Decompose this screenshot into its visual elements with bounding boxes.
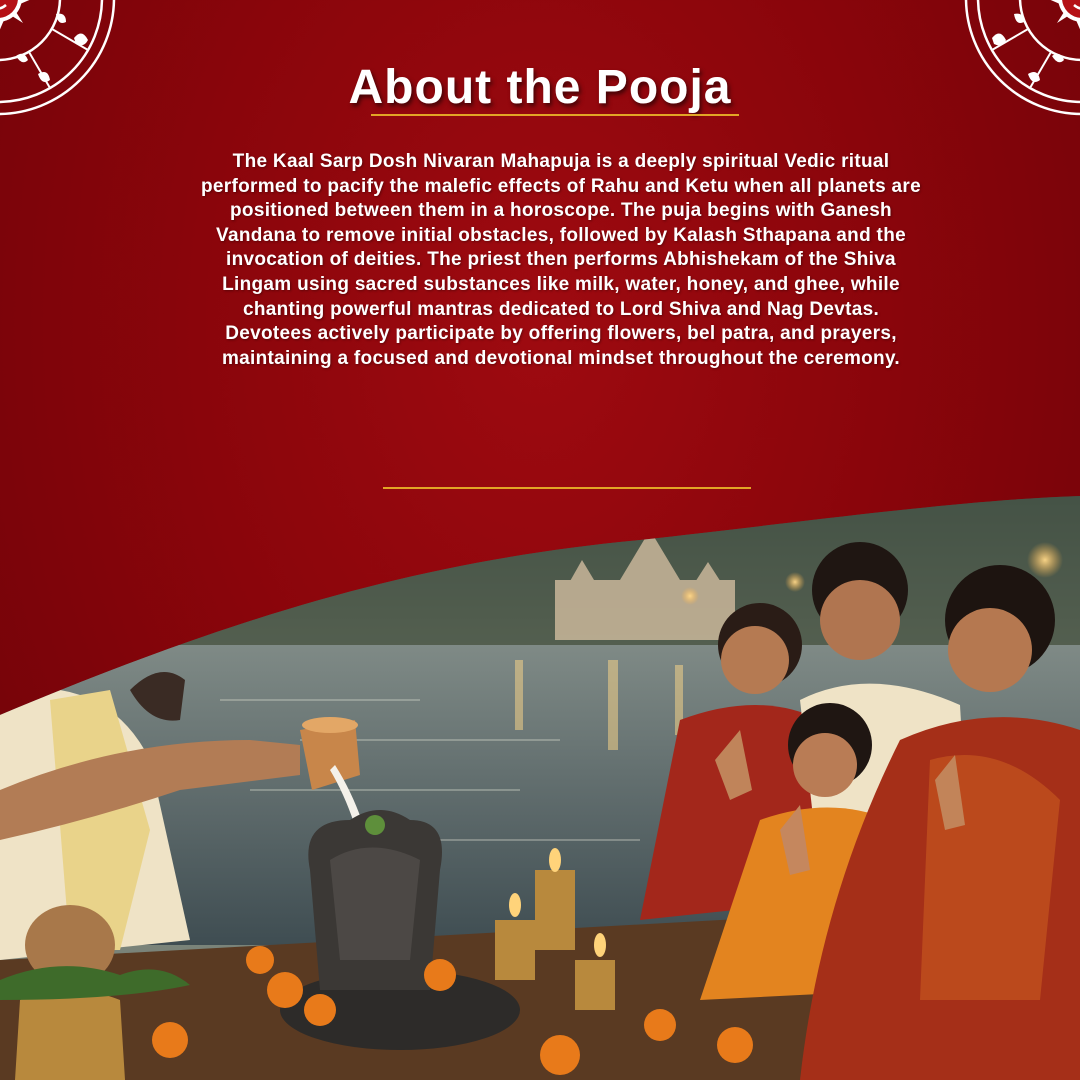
page-title: About the Pooja [348,61,732,115]
description-paragraph: The Kaal Sarp Dosh Nivaran Mahapuja is a deeply spiritual Vedic ritual performed to pacify the malefic effects of Rahu and Ketu when all planets are positioned between them in a horoscope. The puja begins with Ganesh Vandana to remove initial obstacles, followed by Kalash Sthapana and the invocation of deities. The priest then performs Abhishekam of the Shiva Lingam using sacred substances like milk, water, honey, and ghee, while chanting powerful mantras dedicated to Lord Shiva and Nag Devtas. [201,151,921,320]
description-paragraph: Devotees actively participate by offering flowers, bel patra, and prayers, maintaining a focused and devotional mindset throughout the ceremony. [221,323,901,369]
